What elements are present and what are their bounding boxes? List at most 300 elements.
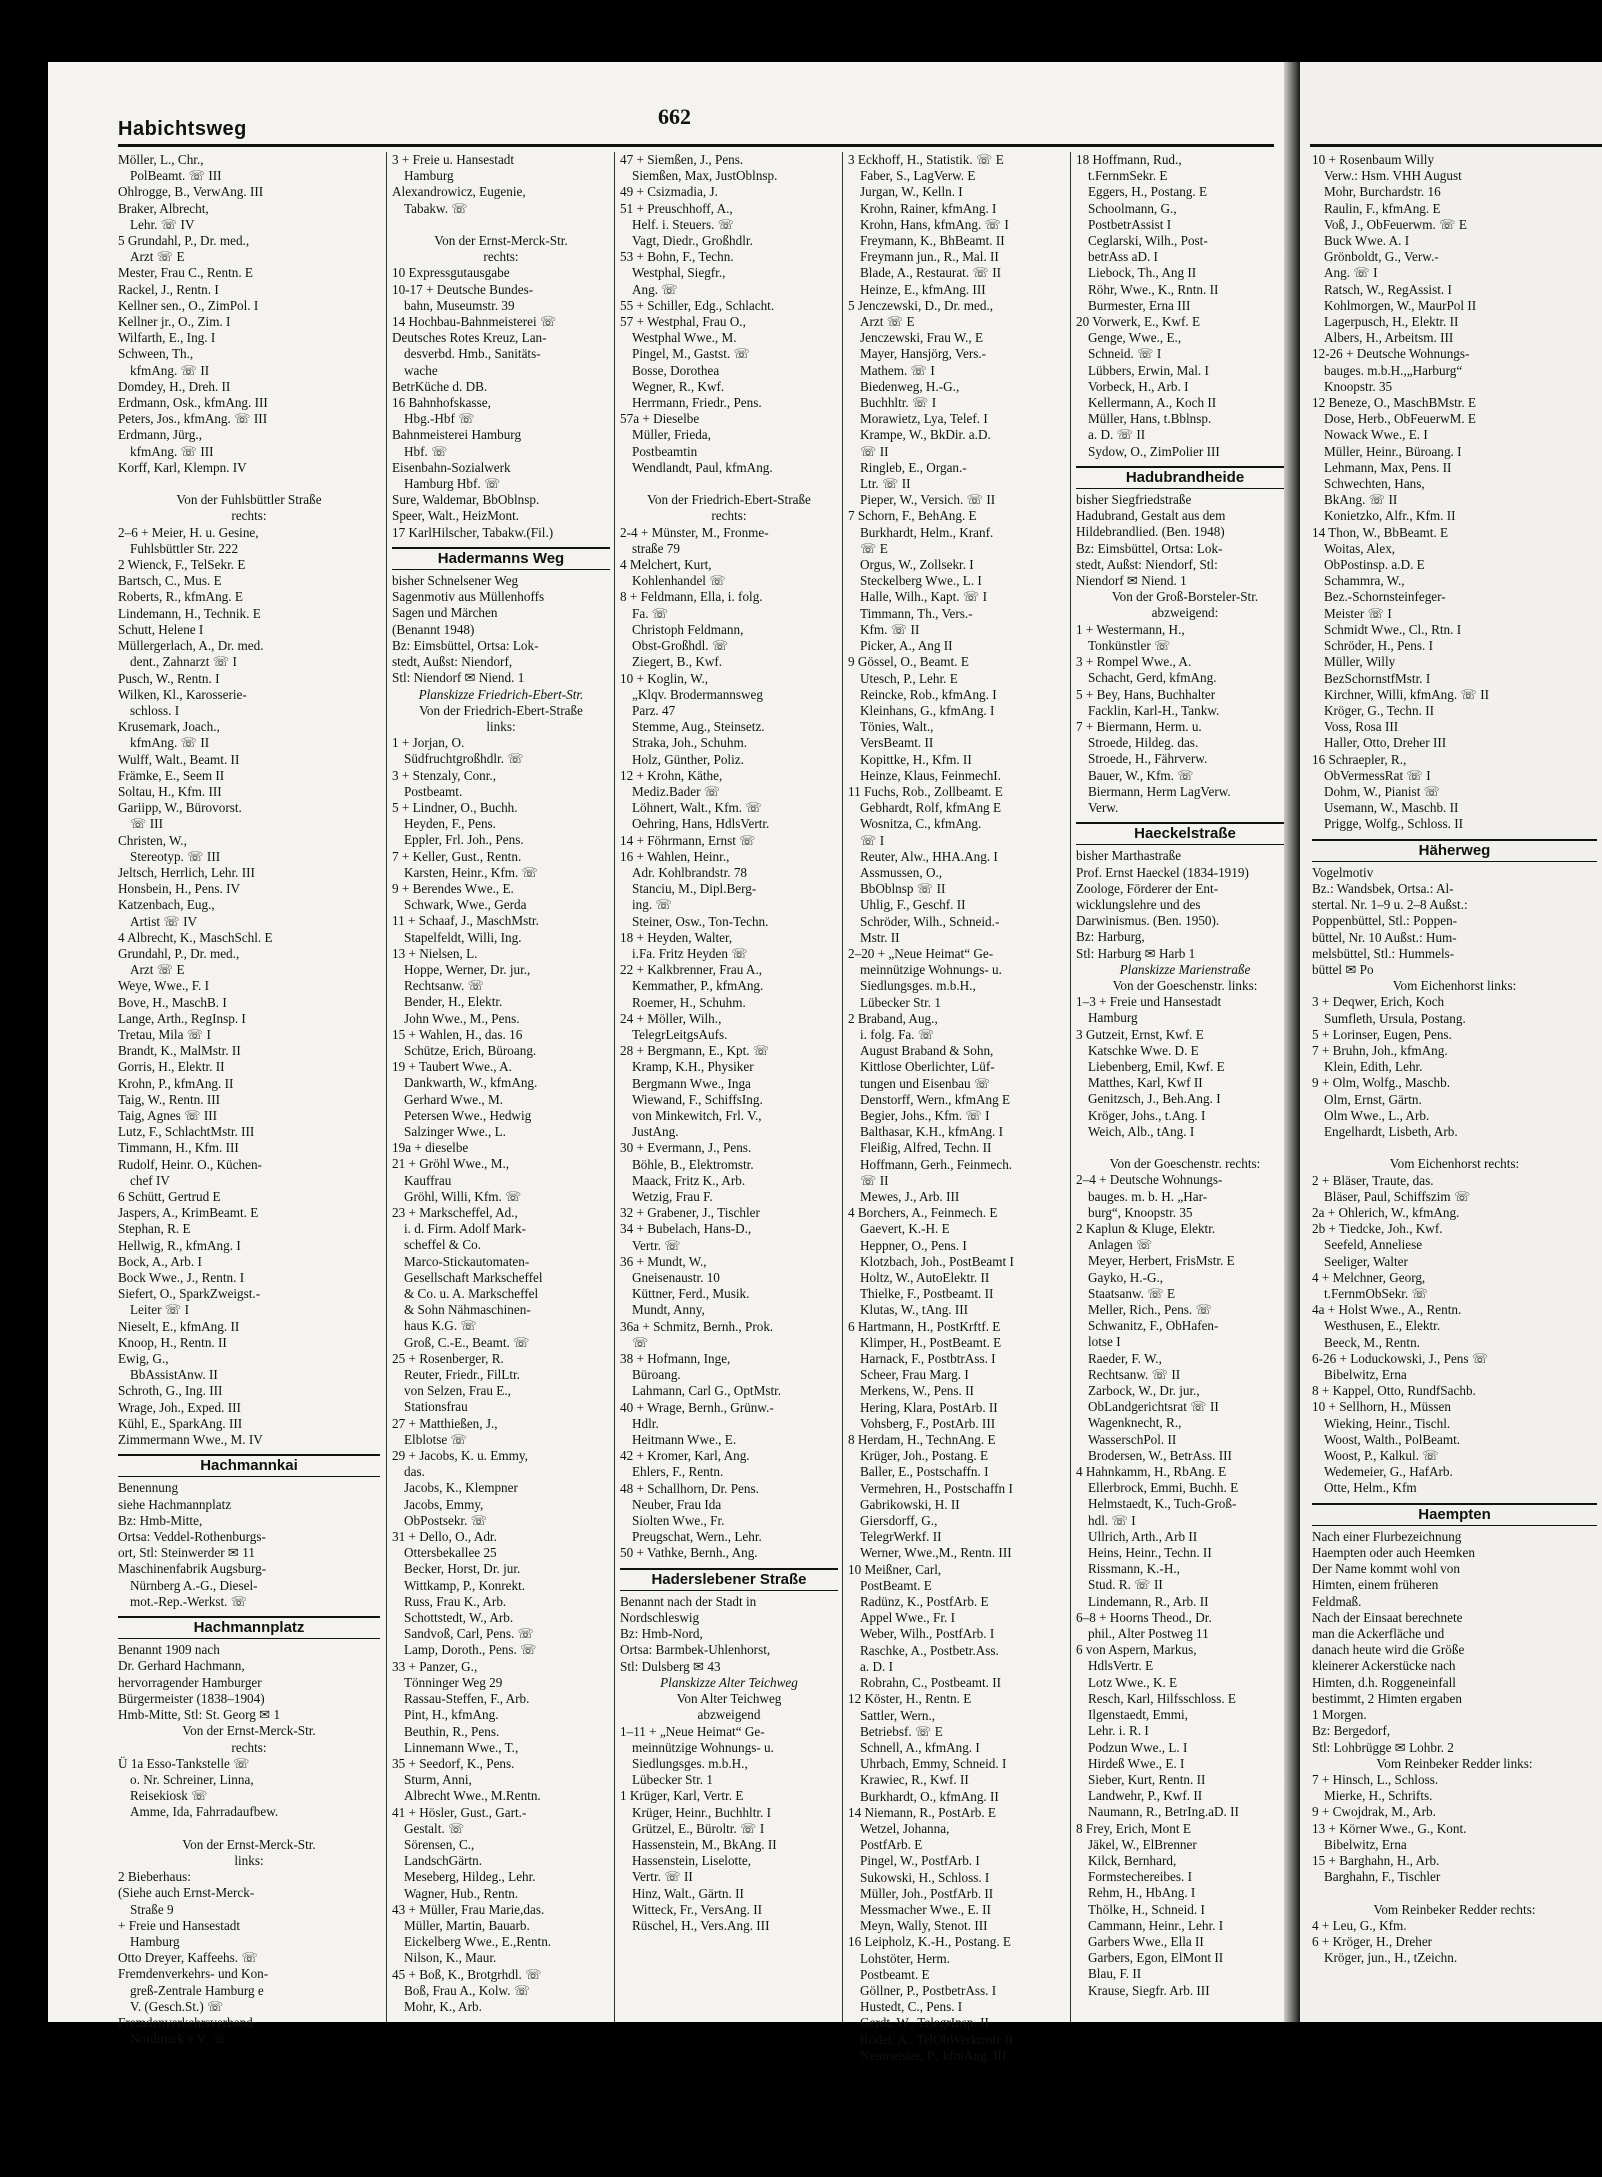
- entry-line: 3 + Stenzaly, Conr.,: [392, 767, 497, 783]
- entry-line: Kramp, K.H., Physiker: [632, 1059, 754, 1075]
- entry-line: Hamburg: [404, 168, 454, 184]
- entry-line: Eggers, H., Postang. E: [1088, 184, 1208, 200]
- entry-line: Kellner sen., O., ZimPol. I: [118, 297, 259, 313]
- entry-line: Vogelmotiv: [1312, 864, 1374, 880]
- entry-line: 12 + Krohn, Käthe,: [620, 767, 723, 783]
- entry-line: Meyer, Herbert, FrisMstr. E: [1088, 1253, 1235, 1269]
- entry-line: Elblotse ☏: [404, 1431, 468, 1447]
- entry-line: kleinerer Ackerstücke nach: [1312, 1658, 1456, 1674]
- entry-line: 12-26 + Deutsche Wohnungs-: [1312, 346, 1470, 362]
- entry-line: links:: [486, 718, 516, 734]
- entry-line: Röhr, Wwe., K., Rntn. II: [1088, 281, 1219, 297]
- entry-line: Tabakw. ☏: [404, 200, 468, 216]
- entry-line: JustAng.: [632, 1124, 679, 1140]
- column-divider: [386, 152, 387, 2022]
- entry-line: scheffel & Co.: [404, 1237, 482, 1253]
- entry-line: Fleißig, Alfred, Techn. II: [860, 1140, 992, 1156]
- entry-line: danach heute wird die Größe: [1312, 1642, 1465, 1658]
- entry-line: Orgus, W., Zollsekr. I: [860, 557, 974, 573]
- street-heading: Hachmannplatz: [118, 1616, 380, 1639]
- entry-line: Kilck, Bernhard,: [1088, 1852, 1177, 1868]
- entry-line: Preugschat, Wern., Lehr.: [632, 1529, 762, 1545]
- entry-line: Heyden, F., Pens.: [404, 816, 496, 832]
- column-2: [392, 152, 610, 2015]
- entry-line: burg“, Knoopstr. 35: [1088, 1204, 1193, 1220]
- entry-line: straße 79: [632, 540, 680, 556]
- entry-line: Beeck, M., Rentn.: [1324, 1334, 1420, 1350]
- entry-line: Robrahn, C., Postbeamt. II: [860, 1675, 1002, 1691]
- entry-line: Biermann, Herm LagVerw.: [1088, 783, 1231, 799]
- entry-line: Krause, Siegfr. Arb. III: [1088, 1982, 1210, 1998]
- entry-line: Gneisenaustr. 10: [632, 1270, 720, 1286]
- entry-line: 15 + Wahlen, H., das. 16: [392, 1026, 523, 1042]
- entry-line: Halle, Wilh., Kapt. ☏ I: [860, 589, 988, 605]
- entry-line: 35 + Seedorf, K., Pens.: [392, 1755, 515, 1771]
- entry-line: Hamburg: [1088, 1010, 1138, 1026]
- entry-line: Postbeamt. E: [860, 1966, 930, 1982]
- entry-line: t.FernmSekr. E: [1088, 168, 1168, 184]
- entry-line: Garbers, Egon, ElMont II: [1088, 1950, 1224, 1966]
- entry-line: Kellner jr., O., Zim. I: [118, 314, 231, 330]
- entry-line: Salzinger Wwe., L.: [404, 1123, 506, 1139]
- entry-line: Westphal Wwe., M.: [632, 330, 737, 346]
- entry-line: bauges. m.b.H.,„Harburg“: [1324, 362, 1463, 378]
- entry-line: Gariipp, W., Bürovorst.: [118, 800, 242, 816]
- entry-line: Poppenbüttel, Stl.: Poppen-: [1312, 913, 1458, 929]
- entry-line: chef IV: [130, 1172, 170, 1188]
- entry-line: bauges. m. b. H. „Har-: [1088, 1188, 1208, 1204]
- entry-line: 2a + Ohlerich, W., kfmAng.: [1312, 1205, 1460, 1220]
- entry-line: Parz. 47: [632, 702, 676, 718]
- entry-line: 2b + Tiedcke, Joh., Kwf.: [1312, 1221, 1443, 1237]
- entry-line: 4 Borchers, A., Feinmech. E: [848, 1205, 998, 1221]
- entry-line: Westhusen, E., Elektr.: [1324, 1318, 1441, 1334]
- entry-line: Olm Wwe., L., Arb.: [1324, 1107, 1430, 1123]
- entry-line: Vagt, Diedr., Großhdlr.: [632, 233, 753, 249]
- entry-line: Ringleb, E., Organ.-: [860, 459, 967, 475]
- entry-line: Reincke, Rob., kfmAng. I: [860, 686, 997, 702]
- entry-line: Schoolmann, G.,: [1088, 200, 1177, 216]
- entry-line: Eisenbahn-Sozialwerk: [392, 459, 511, 475]
- entry-line: Holz, Günther, Poliz.: [632, 751, 744, 767]
- entry-line: Benennung: [118, 1480, 179, 1496]
- entry-line: Von der Ernst-Merck-Str.: [182, 1836, 316, 1852]
- entry-line: 4 + Leu, G., Kfm.: [1312, 1917, 1407, 1933]
- entry-line: Hassenstein, M., BkAng. II: [632, 1836, 777, 1852]
- entry-line: Staatsanw. ☏ E: [1088, 1285, 1176, 1301]
- entry-line: Müller, Hans, t.Bblnsp.: [1088, 411, 1212, 427]
- entry-line: ort, Stl: Steinwerder ✉ 11: [118, 1545, 255, 1561]
- entry-line: ☏ I: [860, 832, 885, 848]
- entry-line: Müllergerlach, A., Dr. med.: [118, 638, 264, 654]
- entry-line: Pingel, M., Gastst. ☏: [632, 346, 750, 362]
- entry-line: Siolten Wwe., Fr.: [632, 1513, 725, 1529]
- entry-line: Mohr, K., Arb.: [404, 1998, 482, 2014]
- entry-line: 2 Bieberhaus:: [118, 1869, 191, 1885]
- entry-line: Dankwarth, W., kfmAng.: [404, 1075, 538, 1091]
- entry-line: Von der Ernst-Merck-Str.: [434, 233, 568, 249]
- entry-line: Weber, Wilh., PostfArb. I: [860, 1626, 995, 1642]
- entry-line: 5 Jenczewski, D., Dr. med.,: [848, 297, 994, 313]
- entry-line: a. D. ☏ II: [1088, 427, 1146, 443]
- entry-line: t.FernmObSekr. ☏: [1324, 1286, 1429, 1302]
- entry-line: Gröhl, Willi, Kfm. ☏: [404, 1188, 522, 1204]
- entry-line: o. Nr. Schreiner, Linna,: [130, 1771, 254, 1787]
- entry-line: Kröger, Johs., t.Ang. I: [1088, 1107, 1206, 1123]
- entry-line: Stroede, Hildeg. das.: [1088, 735, 1199, 751]
- entry-line: betrAss aD. I: [1088, 249, 1158, 265]
- entry-line: wicklungslehre und des: [1076, 896, 1201, 912]
- entry-line: Anlagen ☏: [1088, 1237, 1153, 1253]
- entry-line: Otto Dreyer, Kaffeehs. ☏: [118, 1950, 258, 1966]
- entry-line: Kleinhans, G., kfmAng. I: [860, 702, 995, 718]
- entry-line: Freymann jun., R., Mal. II: [860, 249, 999, 265]
- entry-line: & Sohn Nähmaschinen-: [404, 1302, 531, 1318]
- entry-line: Bz: Eimsbüttel, Ortsa: Lok-: [392, 637, 539, 653]
- entry-line: Heins, Heinr., Techn. II: [1088, 1545, 1212, 1561]
- entry-line: 34 + Bubelach, Hans-D.,: [620, 1221, 752, 1237]
- entry-line: Pingel, W., PostfArb. I: [860, 1853, 980, 1869]
- entry-line: Radünz, K., PostfArb. E: [860, 1594, 989, 1610]
- entry-line: Ottersbekallee 25: [404, 1545, 497, 1561]
- entry-line: Jeltsch, Herrlich, Lehr. III: [118, 864, 255, 880]
- entry-line: Von der Goeschenstr. rechts:: [1109, 1156, 1261, 1172]
- entry-line: Bz: Harburg,: [1076, 929, 1145, 945]
- entry-line: Ceglarski, Wilh., Post-: [1088, 233, 1208, 249]
- entry-line: Hbg.-Hbf ☏: [404, 411, 475, 427]
- entry-line: Wedemeier, G., HafArb.: [1324, 1464, 1453, 1480]
- running-head: Habichtsweg: [118, 118, 247, 140]
- entry-line: siehe Hachmannplatz: [118, 1496, 232, 1512]
- entry-line: ObPostinsp. a.D. E: [1324, 557, 1425, 573]
- entry-line: Woitas, Alex,: [1324, 540, 1396, 556]
- entry-line: bisher Marthastraße: [1076, 848, 1182, 864]
- entry-line: bisher Schnelsener Weg: [392, 573, 519, 589]
- entry-line: Klimper, H., PostBeamt. E: [860, 1334, 1002, 1350]
- blank-line: [118, 476, 380, 492]
- entry-line: Sturm, Anni,: [404, 1772, 472, 1788]
- street-heading: Haeckelstraße: [1076, 822, 1294, 845]
- entry-line: Siefert, O., SparkZweigst.-: [118, 1286, 261, 1302]
- entry-line: Lotz Wwe., K. E: [1088, 1674, 1178, 1690]
- entry-line: 6 Hartmann, H., PostKrftf. E: [848, 1318, 1001, 1334]
- entry-line: 10 + Koglin, W.,: [620, 670, 709, 686]
- entry-line: Raeder, F. W.,: [1088, 1350, 1162, 1366]
- entry-line: BkAng. ☏ II: [1324, 492, 1398, 508]
- entry-line: Wieking, Heinr., Tischl.: [1324, 1415, 1451, 1431]
- entry-line: Möller, L., Chr.,: [118, 152, 204, 167]
- entry-line: Vertr. ☏: [632, 1237, 681, 1253]
- column-4: [848, 152, 1066, 2064]
- entry-line: Stl: Niendorf ✉ Niend. 1: [392, 670, 525, 686]
- entry-line: Liebock, Th., Ang II: [1088, 265, 1197, 281]
- entry-line: Freymann, K., BhBeamt. II: [860, 233, 1005, 249]
- entry-line: Engelhardt, Lisbeth, Arb.: [1324, 1123, 1458, 1139]
- entry-line: Taig, W., Rentn. III: [118, 1091, 220, 1107]
- entry-line: Krohn, Hans, kfmAng. ☏ I: [860, 216, 1009, 232]
- entry-line: Sydow, O., ZimPolier III: [1088, 443, 1220, 459]
- entry-line: Merkens, W., Pens. II: [860, 1383, 974, 1399]
- entry-line: ☏ II: [860, 443, 889, 459]
- entry-line: Hdlr.: [632, 1415, 659, 1431]
- entry-line: August Braband & Sohn,: [860, 1043, 994, 1059]
- entry-line: 10 Expressgutausgabe: [392, 265, 510, 281]
- entry-line: Klutas, W., tAng. III: [860, 1302, 969, 1318]
- entry-line: Kemmather, P., kfmAng.: [632, 978, 764, 994]
- entry-line: Straka, Joh., Schuhm.: [632, 735, 748, 751]
- entry-line: Weye, Wwe., F. I: [118, 978, 210, 994]
- entry-line: 51 + Preuschhoff, A.,: [620, 200, 733, 216]
- entry-line: Ohlrogge, B., VerwAng. III: [118, 184, 264, 200]
- entry-line: Bläser, Paul, Schiffszim ☏: [1324, 1188, 1471, 1204]
- entry-line: Rassau-Steffen, F., Arb.: [404, 1691, 530, 1707]
- entry-line: Prof. Ernst Haeckel (1834-1919): [1076, 864, 1249, 880]
- entry-line: Schwechten, Hans,: [1324, 476, 1425, 492]
- entry-line: Schröder, Wilh., Schneid.-: [860, 913, 1000, 929]
- entry-line: Messmacher Wwe., E. II: [860, 1901, 991, 1917]
- entry-line: Siedlungsges. m.b.H.,: [860, 978, 976, 994]
- entry-line: 3 + Deqwer, Erich, Koch: [1312, 994, 1445, 1010]
- entry-line: Bauer, W., Kfm. ☏: [1088, 767, 1194, 783]
- entry-line: Kühl, E., SparkAng. III: [118, 1415, 243, 1431]
- plan-note: Planskizze Friedrich-Ebert-Str.: [418, 686, 584, 702]
- entry-line: Bosse, Dorothea: [632, 362, 720, 378]
- entry-line: Artist ☏ IV: [130, 913, 198, 929]
- entry-line: Stanciu, M., Dipl.Berg-: [632, 881, 757, 897]
- entry-line: TelegrWerkf. II: [860, 1529, 942, 1545]
- entry-line: 8 Herdam, H., TechnAng. E: [848, 1432, 996, 1448]
- entry-line: Assmussen, O.,: [860, 864, 943, 880]
- entry-line: 10 + Rosenbaum Willy: [1312, 152, 1435, 167]
- entry-line: + Freie und Hansestadt: [118, 1917, 241, 1933]
- entry-line: schloss. I: [130, 702, 180, 718]
- entry-line: 49 + Csizmadia, J.: [620, 184, 718, 200]
- entry-line: Obst-Großhdl. ☏: [632, 638, 729, 654]
- entry-line: Marco-Stickautomaten-: [404, 1253, 530, 1269]
- entry-line: Garbers Wwe., Ella II: [1088, 1933, 1204, 1949]
- entry-line: Mundt, Anny,: [632, 1302, 705, 1318]
- entry-line: Scheer, Frau Marg. I: [860, 1367, 969, 1383]
- entry-line: Tonkünstler ☏: [1088, 637, 1171, 653]
- entry-line: 8 + Feldmann, Ella, i. folg.: [620, 589, 763, 605]
- entry-line: Schwark, Wwe., Gerda: [404, 897, 527, 913]
- entry-line: Wilfarth, E., Ing. I: [118, 330, 216, 346]
- entry-line: ObPostsekr. ☏: [404, 1512, 488, 1528]
- entry-line: Grützel, E., Büroltr. ☏ I: [632, 1820, 765, 1836]
- entry-line: Stroede, H., Fährverw.: [1088, 751, 1208, 767]
- entry-line: 10 + Sellhorn, H., Müssen: [1312, 1399, 1451, 1415]
- entry-line: Christen, W.,: [118, 832, 187, 848]
- entry-line: 5 + Lindner, O., Buchh.: [392, 799, 518, 815]
- entry-line: 10-17 + Deutsche Bundes-: [392, 281, 534, 297]
- entry-line: Ang. ☏: [632, 281, 678, 297]
- entry-line: 6 Schütt, Gertrud E: [118, 1189, 221, 1204]
- entry-line: Fremdenverkehrs- und Kon-: [118, 1966, 269, 1982]
- entry-line: 41 + Hösler, Gust., Gart.-: [392, 1804, 527, 1820]
- entry-line: 4a + Holst Wwe., A., Rentn.: [1312, 1302, 1462, 1318]
- street-heading: Haderslebener Straße: [620, 1568, 838, 1591]
- entry-line: 19a + dieselbe: [392, 1140, 469, 1156]
- entry-line: LandschGärtn.: [404, 1853, 482, 1869]
- entry-line: büttel ✉ Po: [1312, 961, 1374, 977]
- entry-line: Betriebsf. ☏ E: [860, 1723, 943, 1739]
- entry-line: Wetzel, Johanna,: [860, 1820, 950, 1836]
- entry-line: büttel, Nr. 10 Außst.: Hum-: [1312, 929, 1457, 945]
- entry-line: Gabrikowski, H. II: [860, 1496, 960, 1512]
- entry-line: Wulff, Walt., Beamt. II: [118, 751, 240, 767]
- entry-line: Gebhardt, Rolf, kfmAng E: [860, 800, 1002, 816]
- entry-line: Uhlig, F., Geschf. II: [860, 897, 966, 913]
- entry-line: Holtz, W., AutoElektr. II: [860, 1270, 990, 1286]
- entry-line: Sagen und Märchen: [392, 605, 498, 621]
- entry-line: Mstr. II: [860, 929, 900, 945]
- entry-line: Müller, Willy: [1324, 654, 1396, 670]
- entry-line: ☏ E: [860, 540, 888, 556]
- entry-line: 36a + Schmitz, Bernh., Prok.: [620, 1318, 774, 1334]
- entry-line: Schröder, H., Pens. I: [1324, 638, 1433, 654]
- entry-line: Böhle, B., Elektromstr.: [632, 1156, 754, 1172]
- entry-line: Stl: Lohbrügge ✉ Lohbr. 2: [1312, 1739, 1454, 1755]
- entry-line: PostBeamt. E: [860, 1577, 932, 1593]
- entry-line: Lagerpusch, H., Elektr. II: [1324, 314, 1459, 330]
- entry-line: Wagenknecht, R.,: [1088, 1415, 1182, 1431]
- entry-line: Voß, J., ObFeuerwm. ☏ E: [1324, 216, 1467, 232]
- entry-line: Cammann, Heinr., Lehr. I: [1088, 1917, 1224, 1933]
- entry-line: Mester, Frau C., Rentn. E: [118, 265, 253, 281]
- entry-line: Prigge, Wolfg., Schloss. II: [1324, 816, 1463, 832]
- entry-line: Fuhlsbüttler Str. 222: [130, 540, 239, 556]
- entry-line: Wrage, Joh., Exped. III: [118, 1399, 241, 1415]
- entry-line: Thielke, F., Postbeamt. II: [860, 1286, 994, 1302]
- entry-line: 27 + Matthießen, J.,: [392, 1415, 498, 1431]
- entry-line: rechts:: [711, 508, 747, 524]
- entry-line: 6 + Kröger, H., Dreher: [1312, 1933, 1433, 1949]
- entry-line: Maschinenfabrik Augsburg-: [118, 1561, 267, 1577]
- entry-line: 1 Morgen.: [1312, 1707, 1367, 1723]
- column-3: [620, 152, 838, 1934]
- entry-line: Facklin, Karl-H., Tankw.: [1088, 702, 1220, 718]
- entry-line: Postbeamtin: [632, 443, 698, 459]
- entry-line: BbAssistAnw. II: [130, 1367, 218, 1383]
- entry-line: Rechtsanw. ☏ II: [1088, 1366, 1181, 1382]
- entry-line: Stephan, R. E: [118, 1221, 191, 1237]
- entry-line: Bock, A., Arb. I: [118, 1253, 202, 1269]
- entry-line: 47 + Siemßen, J., Pens.: [620, 152, 744, 167]
- entry-line: Bergmann Wwe., Inga: [632, 1075, 751, 1091]
- entry-line: kfmAng. ☏ II: [130, 735, 210, 751]
- entry-line: Gaevert, K.-H. E: [860, 1221, 950, 1237]
- top-rule: [1310, 144, 1602, 147]
- entry-line: Mayer, Hansjörg, Vers.-: [860, 346, 987, 362]
- entry-line: Kröger, G., Techn. II: [1324, 702, 1434, 718]
- entry-line: von Minkewitch, Frl. V.,: [632, 1107, 762, 1123]
- entry-line: Meller, Rich., Pens. ☏: [1088, 1302, 1213, 1318]
- entry-line: Konietzko, Alfr., Kfm. II: [1324, 508, 1456, 524]
- entry-line: Arzt ☏ E: [860, 314, 915, 330]
- entry-line: PolBeamt. ☏ III: [130, 168, 222, 184]
- entry-line: desverbd. Hmb., Sanitäts-: [404, 346, 541, 362]
- entry-line: Naumann, R., BetrIng.aD. II: [1088, 1804, 1239, 1820]
- entry-line: Blade, A., Restaurat. ☏ II: [860, 265, 1002, 281]
- entry-line: 3 + Rompel Wwe., A.: [1076, 654, 1192, 670]
- entry-line: Nürnberg A.-G., Diesel-: [130, 1577, 258, 1593]
- entry-line: Buck Wwe. A. I: [1324, 233, 1410, 249]
- entry-line: Neuber, Frau Ida: [632, 1496, 722, 1512]
- entry-line: Voss, Rosa III: [1324, 719, 1399, 735]
- entry-line: Ewig, G.,: [118, 1351, 169, 1367]
- entry-line: Ü 1a Esso-Tankstelle ☏: [118, 1755, 250, 1771]
- entry-line: Boß, Frau A., Kolw. ☏: [404, 1982, 531, 1998]
- entry-line: Appel Wwe., Fr. I: [860, 1610, 955, 1626]
- entry-line: Leiter ☏ I: [130, 1302, 189, 1318]
- entry-line: bahn, Museumstr. 39: [404, 297, 515, 313]
- entry-line: Verw.: [1088, 799, 1119, 815]
- entry-line: Heinze, E., kfmAng. III: [860, 281, 986, 297]
- entry-line: 5 + Bey, Hans, Buchhalter: [1076, 686, 1216, 702]
- entry-line: 4 Hahnkamm, H., RbAng. E: [1076, 1464, 1227, 1480]
- entry-line: 2–6 + Meier, H. u. Gesine,: [118, 524, 259, 540]
- blank-line: [620, 476, 838, 492]
- entry-line: 2 Wienck, F., TelSekr. E: [118, 557, 246, 573]
- entry-line: Tretau, Mila ☏ I: [118, 1026, 211, 1042]
- entry-line: Von der Friedrich-Ebert-Straße: [647, 492, 811, 508]
- entry-line: Kohlmorgen, W., MaurPol II: [1324, 297, 1477, 313]
- entry-line: Schammra, W.,: [1324, 573, 1405, 589]
- entry-line: hdl. ☏ I: [1088, 1512, 1136, 1528]
- entry-line: Hirdeß Wwe., E. I: [1088, 1755, 1185, 1771]
- entry-line: i. d. Firm. Adolf Mark-: [404, 1221, 526, 1237]
- entry-line: Kröger, jun., H., tZeichn.: [1324, 1950, 1458, 1966]
- entry-line: Brandt, K., MalMstr. II: [118, 1043, 241, 1059]
- entry-line: Wiewand, F., SchiffsIng.: [632, 1091, 763, 1107]
- entry-line: Erdmann, Jürg.,: [118, 427, 202, 443]
- entry-line: Arzt ☏ E: [130, 249, 185, 265]
- entry-line: 6 von Aspern, Markus,: [1076, 1642, 1197, 1658]
- entry-line: tungen und Eisenbau ☏: [860, 1075, 991, 1091]
- entry-line: Siemßen, Max, JustOblnsp.: [632, 168, 778, 184]
- entry-line: Lübecker Str. 1: [860, 994, 941, 1010]
- entry-line: 2 + Bläser, Traute, das.: [1312, 1172, 1434, 1188]
- entry-line: Roberts, R., kfmAng. E: [118, 589, 243, 605]
- entry-line: 18 + Heyden, Walter,: [620, 929, 733, 945]
- entry-line: Von der Goeschenstr. links:: [1112, 977, 1258, 993]
- plan-note: Planskizze Marienstraße: [1119, 961, 1251, 977]
- entry-line: 4 Albrecht, K., MaschSchl. E: [118, 929, 273, 945]
- entry-line: Meyn, Wally, Stenot. III: [860, 1918, 988, 1934]
- entry-line: Woost, Walth., PolBeamt.: [1324, 1431, 1461, 1447]
- entry-line: Morawietz, Lya, Telef. I: [860, 411, 988, 427]
- entry-line: Schween, Th.,: [118, 346, 194, 362]
- entry-line: Christoph Feldmann,: [632, 621, 744, 637]
- entry-line: Sure, Waldemar, BbOblnsp.: [392, 492, 540, 508]
- entry-line: das.: [404, 1464, 425, 1480]
- entry-line: Grundahl, P., Dr. med.,: [118, 945, 240, 961]
- entry-line: Himten, einem früheren: [1312, 1577, 1439, 1593]
- entry-line: Nordschleswig: [620, 1610, 700, 1626]
- entry-line: 11 + Schaaf, J., MaschMstr.: [392, 913, 539, 929]
- entry-line: Krawiec, R., Kwf. II: [860, 1772, 969, 1788]
- entry-line: 31 + Dello, O., Adr.: [392, 1529, 497, 1545]
- entry-line: 2 Braband, Aug.,: [848, 1010, 938, 1026]
- entry-line: Podzun Wwe., L. I: [1088, 1739, 1188, 1755]
- entry-line: Pieper, W., Versich. ☏ II: [860, 492, 996, 508]
- entry-line: a. D. I: [860, 1658, 893, 1674]
- entry-line: Steckelberg Wwe., L. I: [860, 573, 982, 589]
- entry-line: 2–4 + Deutsche Wohnungs-: [1076, 1172, 1223, 1188]
- entry-line: Begier, Johs., Kfm. ☏ I: [860, 1107, 990, 1123]
- entry-line: meinnützige Wohnungs- u.: [860, 962, 1002, 978]
- entry-line: HdlsVertr. E: [1088, 1658, 1154, 1674]
